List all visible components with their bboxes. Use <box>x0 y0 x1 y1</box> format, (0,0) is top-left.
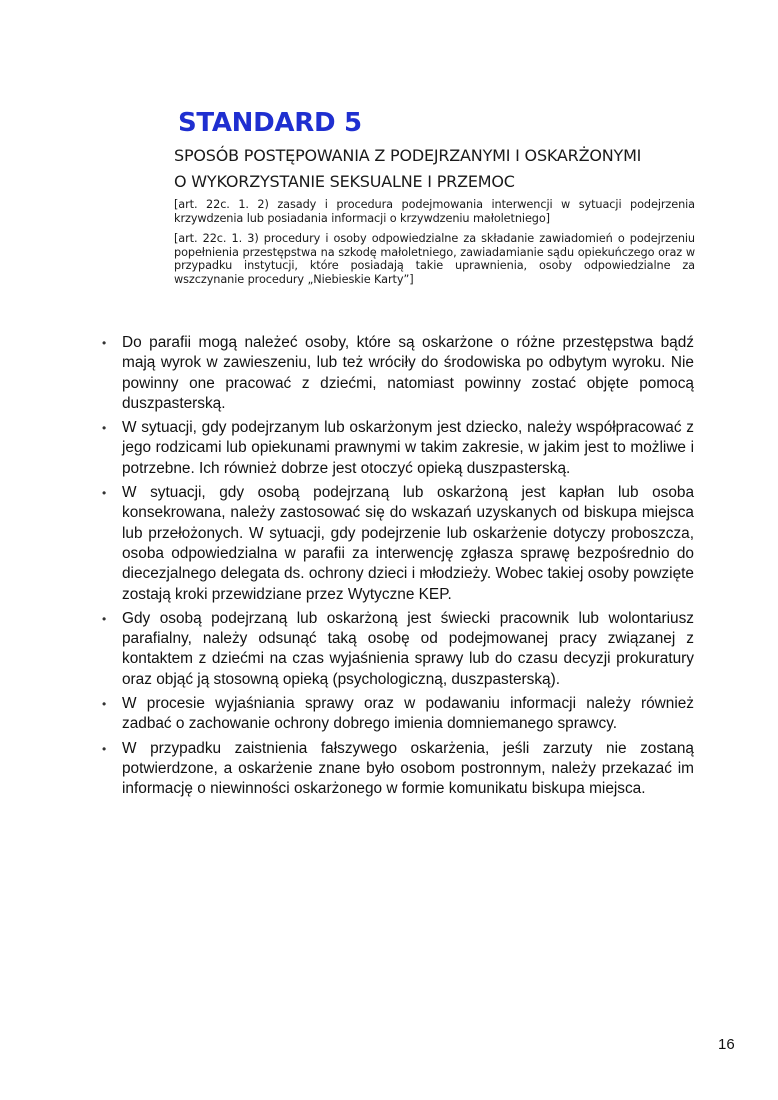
bullet-icon: • <box>102 611 107 626</box>
list-item <box>100 418 694 479</box>
legal-reference-1: [art. 22c. 1. 2) zasady i procedura podejmowania interwencji w sytuacji podejrzenia krzywdzenia lub posiadania informacji o krzywdzeniu małoletniego] <box>174 198 695 225</box>
legal-reference-2: [art. 22c. 1. 3) procedury i osoby odpowiedzialne za składanie zawiadomień o podejrzeniu popełnienia przestępstwa na szkodę małoletniego, zawiadamianie sądu opiekuńczego oraz w przypadku instytucji, które posiadają takie uprawnienia, osoby odpowiedzialne za wszczynanie procedury „Niebieskie Karty”] <box>174 232 695 286</box>
page-title: STANDARD 5 <box>178 108 362 138</box>
list-item <box>100 739 694 800</box>
list-item-text: Do parafii mogą należeć osoby, które są oskarżone o różne przestępstwa bądź mają wyrok w zawieszeniu, lub też wróciły do środowiska po odbytym wyroku. Nie powinny one pracować z dziećmi, natomiast powinny zostać objęte pomocą duszpasterską. <box>122 334 694 412</box>
bullet-icon: • <box>102 336 107 350</box>
bullet-icon: • <box>102 421 107 436</box>
bullet-icon: • <box>102 697 107 712</box>
list-item-text: W przypadku zaistnienia fałszywego oskarżenia, jeśli zarzuty nie zostaną potwierdzone, a oskarżenie znane było osobom postronnym, należy przekazać im informację o niewinności oskarżonego w formie komunikatu biskupa miejsca. <box>122 739 694 798</box>
bullet-icon: • <box>102 741 107 756</box>
procedure-list <box>100 333 694 804</box>
list-item <box>100 609 694 690</box>
list-item <box>100 694 694 735</box>
list-item-text: W sytuacji, gdy osobą podejrzaną lub oskarżoną jest kapłan lub osoba konsekrowana, należy zastosować się do wskazań uzyskanych od biskupa miejsca lub przełożonych. W sytuacji, gdy podejrzenie lub oskarżenie dotyczy proboszcza, osoba odpowiedzialna w parafii za interwencję zgłasza sprawę bezpośrednio do diecezjalnego delegata ds. ochrony dzieci i młodzieży. Wobec takiej osoby powzięte zostają kroki przewidziane przez Wytyczne KEP. <box>122 484 694 603</box>
section-subtitle-line1: SPOSÓB POSTĘPOWANIA Z PODEJRZANYMI I OSKARŻONYMI <box>174 146 642 165</box>
list-item-text: W sytuacji, gdy podejrzanym lub oskarżonym jest dziecko, należy współpracować z jego rodzicami lub opiekunami prawnymi w takim zakresie, w jakim jest to możliwe i potrzebne. Ich również dobrze jest otoczyć opieką duszpasterską. <box>122 419 694 477</box>
bullet-icon: • <box>102 486 107 501</box>
list-item <box>100 483 694 605</box>
section-subtitle-line2: O WYKORZYSTANIE SEKSUALNE I PRZEMOC <box>174 172 515 191</box>
list-item <box>100 333 694 414</box>
list-item-text: Gdy osobą podejrzaną lub oskarżoną jest świecki pracownik lub wolontariusz parafialny, należy odsunąć taką osobę od podejmowanej pracy związanej z kontaktem z dziećmi na czas wyjaśnienia sprawy lub do czasu decyzji prokuratury oraz objąć ją stosowną opieką (psychologiczną, duszpasterską). <box>122 609 694 688</box>
list-item-text: W procesie wyjaśniania sprawy oraz w podawaniu informacji należy również zadbać o zachowanie ochrony dobrego imienia domniemanego sprawcy. <box>122 695 694 733</box>
page-number: 16 <box>718 1036 735 1053</box>
